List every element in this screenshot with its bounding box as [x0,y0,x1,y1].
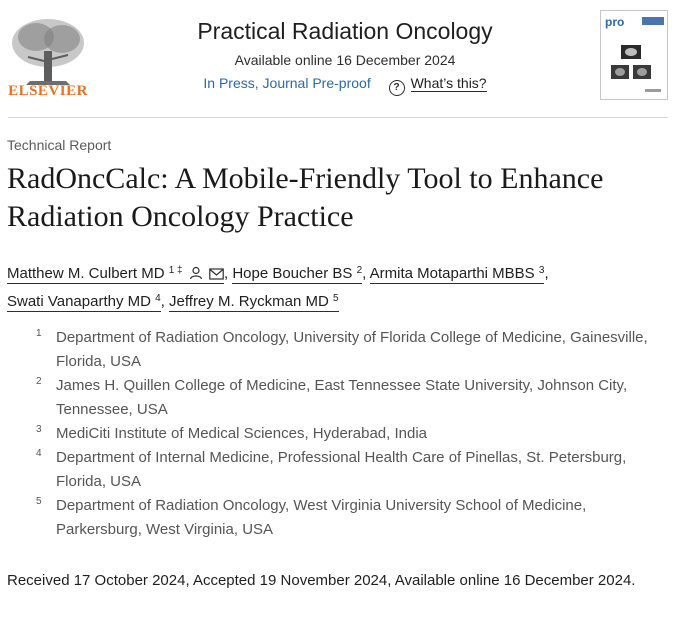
author-affiliation-marker: 1 ‡ [168,265,183,276]
affiliation-text: MediCiti Institute of Medical Sciences, Hyderabad, India [56,425,428,442]
email-icon[interactable] [209,268,224,280]
affiliation-item [36,422,656,446]
affiliation-text: James H. Quillen College of Medicine, East Tennessee State University, Johnson City, Tennessee, USA [56,377,628,418]
author-affiliation-marker: 2 [356,265,363,276]
affiliation-item [36,326,656,374]
author-name: Armita Motaparthi MBBS [369,265,535,282]
question-mark-icon[interactable]: ? [389,80,405,96]
affiliation-number: 4 [36,448,42,459]
affiliation-item [36,374,656,422]
affiliation-item [36,446,656,494]
article-type-label: Technical Report [7,137,112,153]
author-link[interactable] [7,265,224,284]
person-icon[interactable] [189,266,203,280]
in-press-link[interactable]: In Press, Journal Pre-proof [203,75,371,91]
article-title: RadOncCalc: A Mobile-Friendly Tool to Enhance Radiation Oncology Practice [7,162,604,233]
affiliation-number: 3 [36,424,42,435]
author-name: Jeffrey M. Ryckman MD [169,293,329,310]
cover-label: pro [605,15,625,29]
article-history-dates: Received 17 October 2024, Accepted 19 November 2024, Available online 16 December 2024. [7,572,636,589]
author-name: Matthew M. Culbert MD [7,265,165,282]
author-link[interactable] [370,265,545,284]
author-affiliation-marker: 5 [332,293,339,304]
journal-cover-thumbnail[interactable] [600,10,668,100]
author-name: Hope Boucher BS [232,265,353,282]
publication-status-line [120,75,570,96]
author-name: Swati Vanaparthy MD [7,293,151,310]
available-online-date: Available online 16 December 2024 [234,52,456,68]
elsevier-wordmark[interactable]: ELSEVIER [8,83,88,99]
author-list: Matthew M. Culbert MD $^{1 \ddagger}$ , Hope Boucher BS $^2$, Armita Motaparthi MBBS $^3$, Swati Vanaparthy MD $^4$, Jeffrey M. Ryckman MD $^5$ [7,265,549,310]
affiliation-number: 5 [36,496,42,507]
author-affiliation-marker: 4 [155,293,161,304]
affiliation-text: Department of Internal Medicine, Professional Health Care of Pinellas, St. Petersburg, Florida, USA [56,449,627,490]
author-link[interactable] [232,265,362,284]
author-affiliation-marker: 3 [538,265,545,276]
affiliation-number: 1 [36,328,42,339]
whats-this-link[interactable]: What’s this? [410,75,487,91]
affiliation-list [36,326,656,542]
cover-images [601,11,667,99]
author-link[interactable] [169,293,338,312]
affiliation-number: 2 [36,376,42,387]
author-link[interactable] [7,293,161,312]
affiliation-item [36,494,656,542]
journal-title[interactable]: Practical Radiation Oncology [197,18,493,44]
affiliation-text: Department of Radiation Oncology, University of Florida College of Medicine, Gainesville, Florida, USA [56,329,648,370]
affiliation-text: Department of Radiation Oncology, West Virginia University School of Medicine, Parkersburg, West Virginia, USA [56,497,587,538]
header-divider [8,117,668,118]
journal-header [0,0,681,110]
